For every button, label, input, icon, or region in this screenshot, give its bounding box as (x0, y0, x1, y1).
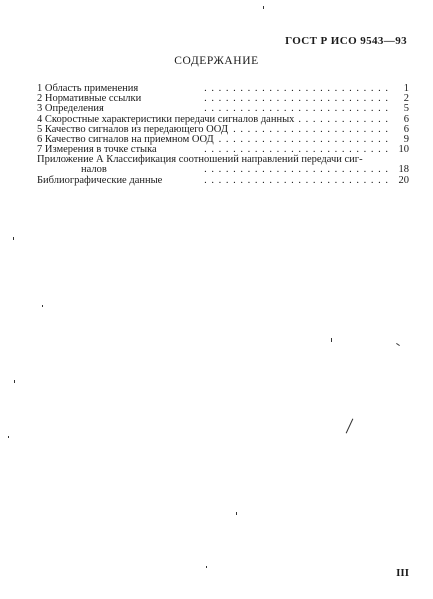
toc-entry[interactable] (37, 176, 409, 186)
scan-speck (331, 338, 332, 342)
scan-speck (14, 380, 15, 383)
toc-entry-page: 6 (389, 115, 409, 125)
scan-speck (8, 436, 9, 438)
toc-entry-page: 1 (389, 84, 409, 94)
toc-title: СОДЕРЖАНИЕ (174, 55, 259, 67)
toc-entry-label: 1 Область применения (37, 82, 139, 94)
toc-entry-label: налов (37, 165, 109, 175)
toc-entry-label: Приложение А Классификация соотношений направлений передачи сиг- (37, 154, 363, 166)
toc-entry-page: 2 (389, 94, 409, 104)
toc-entry-label: 5 Качество сигналов из передающего ООД (37, 123, 228, 135)
scan-speck (346, 419, 354, 434)
toc-entry-label: 6 Качество сигналов на приемном ООД (37, 133, 214, 145)
toc-dot-leader (143, 94, 389, 104)
toc-entry-label: 4 Скоростные характеристики передачи сигналов данных (37, 113, 295, 125)
toc-dot-leader (164, 176, 389, 186)
toc-entry-label: 3 Определения (37, 103, 104, 115)
toc-entry-page: 6 (389, 125, 409, 135)
toc-dot-leader (296, 115, 389, 125)
scan-speck (263, 6, 264, 9)
toc-entry-page: 9 (389, 135, 409, 145)
toc-entry-page: 10 (389, 145, 409, 155)
scan-speck (42, 305, 43, 307)
toc-entry-page: 18 (389, 165, 409, 175)
toc-dot-leader (140, 84, 389, 94)
toc-entry-label: 2 Нормативные ссылки (37, 93, 142, 105)
standard-code: ГОСТ Р ИСО 9543—93 (285, 35, 407, 47)
scan-speck (236, 512, 237, 515)
scan-speck (396, 343, 400, 346)
toc-dot-leader (216, 135, 389, 145)
scan-speck (206, 566, 207, 568)
page-number: III (396, 567, 409, 579)
toc-entry-label: 7 Измерения в точке стыка (37, 144, 157, 156)
toc-dot-leader (230, 125, 389, 135)
toc-entry-label: Библиографические данные (37, 174, 163, 186)
scan-speck (13, 237, 14, 240)
toc-entry-page: 5 (389, 104, 409, 114)
table-of-contents (37, 84, 409, 186)
toc-entry-page: 20 (389, 176, 409, 186)
